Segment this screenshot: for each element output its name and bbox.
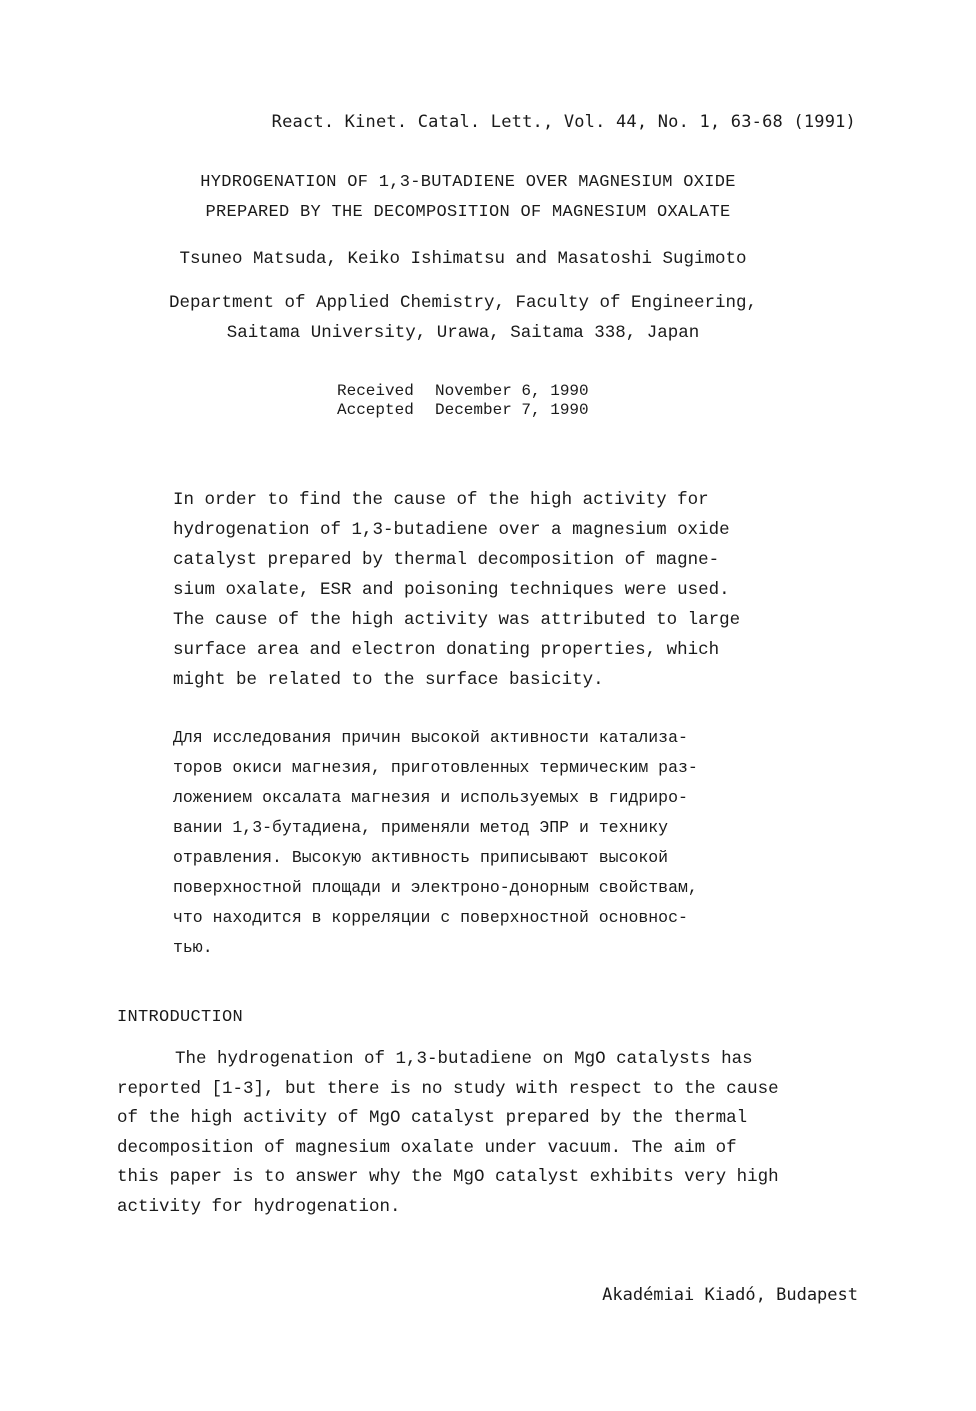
paragraph-line: activity for hydrogenation. — [117, 1196, 401, 1217]
title-line: HYDROGENATION OF 1,3-BUTADIENE OVER MAGNESIUM OXIDE — [200, 173, 736, 192]
paragraph-line: reported [1-3], but there is no study with respect to the cause — [117, 1078, 779, 1099]
affiliation-line: Department of Applied Chemistry, Faculty of Engineering, — [168, 293, 758, 313]
accepted-date — [337, 401, 589, 420]
affiliation-line: Saitama University, Urawa, Saitama 338, Japan — [226, 323, 700, 343]
submission-dates — [337, 382, 589, 420]
received-value: November 6, 1990 — [435, 382, 589, 400]
paragraph-line: The hydrogenation of 1,3-butadiene on MgO catalysts has — [175, 1049, 753, 1069]
paragraph-line: of the high activity of MgO catalyst prepared by the thermal — [117, 1108, 748, 1129]
abstract-russian — [173, 723, 813, 963]
abstract-line: Для исследования причин высокой активности катализа- — [173, 728, 688, 747]
journal-reference: React. Kinet. Catal. Lett., Vol. 44, No. 1, 63-68 (1991) — [271, 112, 856, 132]
abstract-line: ложением оксалата магнезия и используемых в гидриро- — [173, 788, 688, 807]
publisher-imprint: Akadémiai Kiadó, Budapest — [602, 1285, 858, 1305]
abstract-line: might be related to the surface basicity. — [173, 670, 604, 690]
abstract-line: что находится в корреляции с поверхностной основнос- — [173, 908, 688, 927]
abstract-line: торов окиси магнезия, приготовленных термическим раз- — [173, 758, 698, 777]
introduction-paragraph — [117, 1045, 877, 1223]
section-heading-introduction: INTRODUCTION — [117, 1008, 244, 1027]
abstract-line: In order to find the cause of the high activity for — [173, 490, 709, 510]
accepted-label: Accepted — [337, 401, 414, 419]
abstract-line: sium oxalate, ESR and poisoning techniques were used. — [173, 580, 730, 600]
received-date — [337, 382, 589, 401]
accepted-value: December 7, 1990 — [435, 401, 589, 419]
abstract-english — [173, 485, 813, 695]
paper-title — [0, 168, 936, 228]
affiliation — [0, 288, 926, 348]
paragraph-line: this paper is to answer why the MgO catalyst exhibits very high — [117, 1167, 779, 1188]
received-label: Received — [337, 382, 414, 400]
paragraph-line: decomposition of magnesium oxalate under vacuum. The aim of — [117, 1137, 737, 1158]
abstract-line: The cause of the high activity was attributed to large — [173, 610, 741, 630]
abstract-line: hydrogenation of 1,3-butadiene over a magnesium oxide — [173, 520, 730, 540]
abstract-line: тью. — [173, 938, 213, 957]
authors: Tsuneo Matsuda, Keiko Ishimatsu and Masatoshi Sugimoto — [179, 249, 747, 269]
abstract-line: вании 1,3-бутадиена, применяли метод ЭПР и технику — [173, 818, 669, 837]
title-line: PREPARED BY THE DECOMPOSITION OF MAGNESIUM OXALATE — [205, 203, 731, 222]
abstract-line: surface area and electron donating properties, which — [173, 640, 720, 660]
abstract-line: поверхностной площади и электроно-донорным свойствам, — [173, 878, 698, 897]
abstract-line: отравления. Высокую активность приписывают высокой — [173, 848, 669, 867]
abstract-line: catalyst prepared by thermal decomposition of magne- — [173, 550, 720, 570]
